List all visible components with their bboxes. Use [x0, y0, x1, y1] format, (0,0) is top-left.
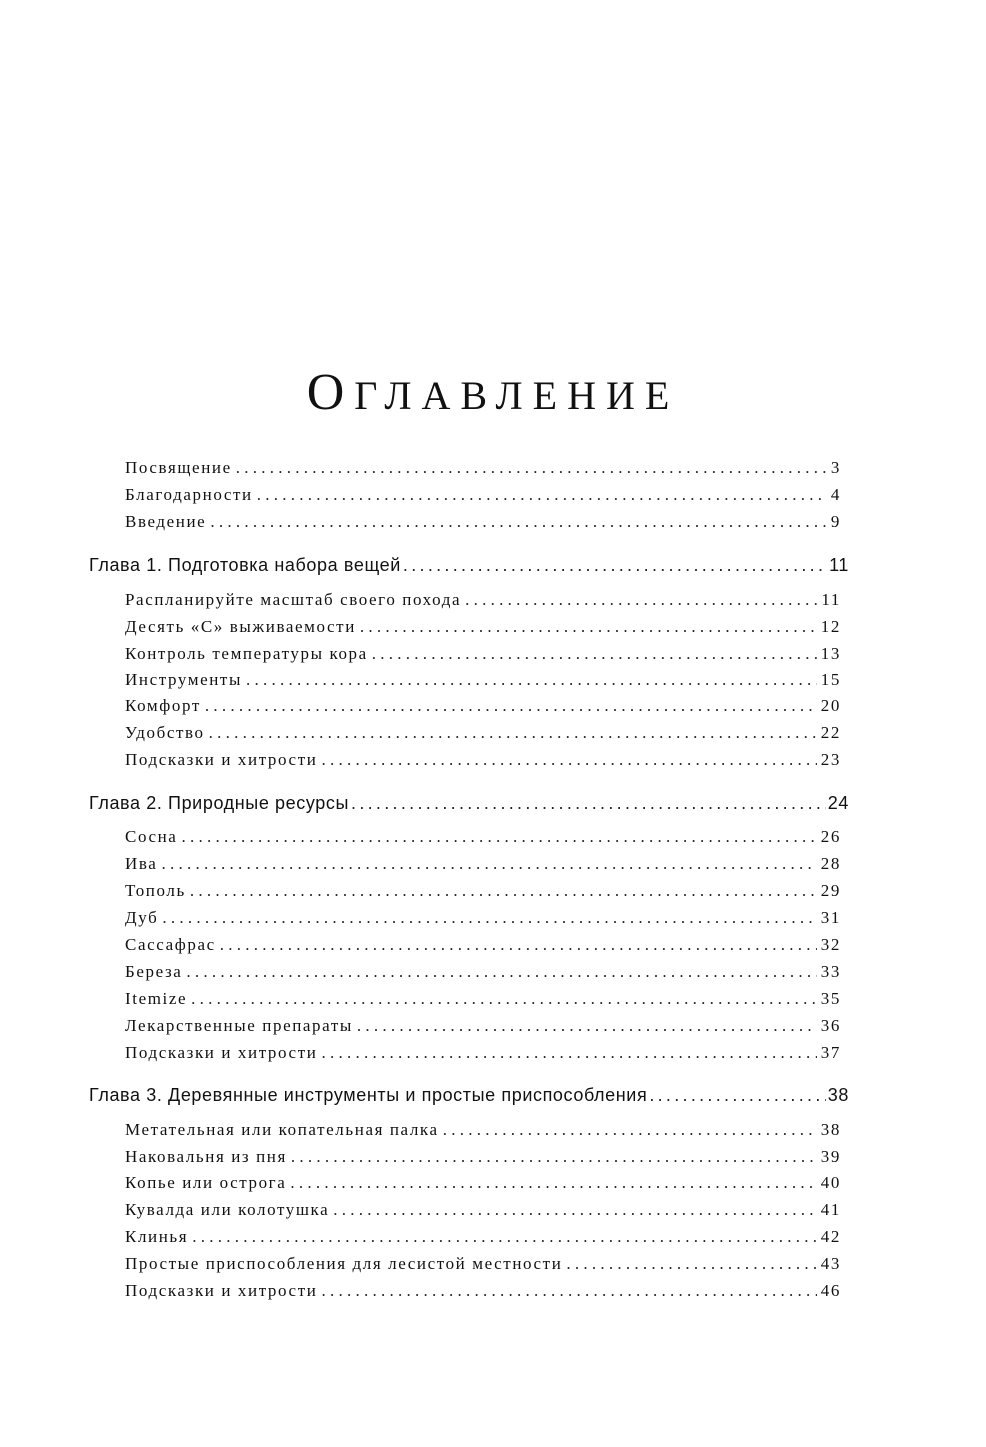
toc-entry[interactable] [125, 1016, 841, 1036]
toc-entry-page: 13 [820, 644, 841, 663]
toc-entry-label: Itemize [125, 989, 188, 1008]
toc-entry[interactable] [125, 962, 841, 982]
dot-leader [649, 1085, 825, 1106]
toc-entry-page: 42 [820, 1227, 841, 1246]
dot-leader [351, 793, 826, 814]
dot-leader [162, 908, 816, 928]
toc-entry-page: 33 [820, 962, 841, 981]
dot-leader [566, 1254, 816, 1274]
toc-entry[interactable] [125, 723, 841, 743]
toc-entry-label: Лекарственные препараты [125, 1016, 353, 1035]
toc-entry-label: Сосна [125, 827, 178, 846]
dot-leader [257, 485, 827, 505]
dot-leader [291, 1147, 817, 1167]
toc-entry-label: Клинья [125, 1227, 189, 1246]
toc-entry[interactable] [125, 1120, 841, 1140]
dot-leader [181, 827, 816, 847]
toc-entry-label: Береза [125, 962, 183, 981]
toc-entry[interactable] [125, 908, 841, 928]
toc-entry-page: 12 [820, 617, 841, 636]
toc-entry-page: 22 [820, 723, 841, 742]
dot-leader [220, 935, 817, 955]
toc-entry-label: Тополь [125, 881, 186, 900]
page-title-rest: ГЛАВЛЕНИЕ [354, 373, 680, 418]
toc-chapter-1[interactable] [89, 555, 849, 576]
toc-entry[interactable] [125, 827, 841, 847]
toc-chapter-page: 38 [827, 1085, 849, 1105]
toc-entry[interactable] [125, 1043, 841, 1063]
toc-entry-label: Подсказки и хитрости [125, 750, 318, 769]
toc-entry-label: Удобство [125, 723, 205, 742]
dot-leader [333, 1200, 817, 1220]
toc-entry-page: 37 [820, 1043, 841, 1062]
page-title-initial: О [306, 364, 355, 421]
dot-leader [186, 962, 816, 982]
dot-leader [403, 555, 827, 576]
toc-chapter-page: 24 [827, 793, 849, 813]
toc-chapter-2[interactable] [89, 793, 849, 814]
toc-entry[interactable] [125, 881, 841, 901]
dot-leader [210, 512, 827, 532]
toc-entry-label: Подсказки и хитрости [125, 1281, 318, 1300]
dot-leader [321, 750, 816, 770]
toc-entry[interactable] [125, 644, 841, 664]
dot-leader [190, 881, 817, 901]
toc-entry-page: 9 [830, 512, 841, 531]
toc-entry-label: Подсказки и хитрости [125, 1043, 318, 1062]
toc-entry-label: Простые приспособления для лесистой местности [125, 1254, 563, 1273]
dot-leader [321, 1281, 816, 1301]
toc-entry-page: 26 [820, 827, 841, 846]
toc-entry-page: 23 [820, 750, 841, 769]
dot-leader [372, 644, 817, 664]
dot-leader [236, 458, 827, 478]
toc-entry-page: 40 [820, 1173, 841, 1192]
toc-entry-page: 43 [820, 1254, 841, 1273]
dot-leader [290, 1173, 816, 1193]
toc-entry-label: Инструменты [125, 670, 242, 689]
toc-entry[interactable] [125, 696, 841, 716]
toc-entry-label: Введение [125, 512, 207, 531]
toc-entry-page: 11 [821, 590, 841, 609]
dot-leader [192, 1227, 817, 1247]
toc-entry[interactable] [125, 617, 841, 637]
toc-entry-label: Сассафрас [125, 935, 216, 954]
toc-entry-page: 20 [820, 696, 841, 715]
toc-entry[interactable] [125, 1173, 841, 1193]
dot-leader [443, 1120, 817, 1140]
toc-entry[interactable] [125, 670, 841, 690]
toc-entry-page: 32 [820, 935, 841, 954]
toc-entry[interactable] [125, 590, 841, 610]
toc-chapter-page: 11 [829, 555, 849, 575]
toc-entry-label: Комфорт [125, 696, 201, 715]
toc-entry-label: Контроль температуры кора [125, 644, 368, 663]
toc-entry-page: 41 [820, 1200, 841, 1219]
toc-entry-label: Копье или острога [125, 1173, 287, 1192]
toc-entry-label: Благодарности [125, 485, 253, 504]
dot-leader [360, 617, 817, 637]
toc-entry-label: Десять «С» выживаемости [125, 617, 356, 636]
dot-leader [161, 854, 816, 874]
dot-leader [205, 696, 817, 716]
dot-leader [321, 1043, 816, 1063]
toc-entry-page: 38 [820, 1120, 841, 1139]
toc-entry-page: 36 [820, 1016, 841, 1035]
toc-entry-page: 35 [820, 989, 841, 1008]
toc-entry-label: Ива [125, 854, 158, 873]
toc-entry-label: Метательная или копательная палка [125, 1120, 439, 1139]
toc-entry-acknowledgements[interactable] [125, 485, 841, 505]
toc-entry-page: 46 [820, 1281, 841, 1300]
toc-entry[interactable] [125, 1147, 841, 1167]
toc-chapter-label: Глава 2. Природные ресурсы [89, 793, 350, 813]
toc-entry[interactable] [125, 1281, 841, 1301]
toc-entry-page: 4 [830, 485, 841, 504]
toc-chapter-label: Глава 3. Деревянные инструменты и простые приспособления [89, 1085, 648, 1105]
dot-leader [465, 590, 817, 610]
dot-leader [209, 723, 817, 743]
toc-entry-label: Наковальня из пня [125, 1147, 287, 1166]
toc-entry-page: 15 [820, 670, 841, 689]
toc-chapter-label: Глава 1. Подготовка набора вещей [89, 555, 401, 575]
toc-entry-page: 39 [820, 1147, 841, 1166]
dot-leader [357, 1016, 817, 1036]
toc-entry-page: 3 [830, 458, 841, 477]
toc-entry-page: 29 [820, 881, 841, 900]
dot-leader [246, 670, 817, 690]
toc-entry[interactable] [125, 750, 841, 770]
toc-entry[interactable] [125, 935, 841, 955]
dot-leader [191, 989, 817, 1009]
toc-entry-dedication[interactable] [125, 458, 841, 478]
toc-entry[interactable] [125, 1200, 841, 1220]
toc-entry-label: Дуб [125, 908, 159, 927]
toc-entry-introduction[interactable] [125, 512, 841, 532]
toc-entry-page: 31 [820, 908, 841, 927]
toc-entry-label: Кувалда или колотушка [125, 1200, 330, 1219]
toc-entry-label: Посвящение [125, 458, 232, 477]
toc-chapter-3[interactable] [89, 1085, 849, 1106]
toc-entry-label: Распланируйте масштаб своего похода [125, 590, 462, 609]
toc-entry[interactable] [125, 1227, 841, 1247]
toc-entry[interactable] [125, 1254, 841, 1274]
toc-entry[interactable] [125, 854, 841, 874]
toc-entry-page: 28 [820, 854, 841, 873]
toc-entry[interactable] [125, 989, 841, 1009]
